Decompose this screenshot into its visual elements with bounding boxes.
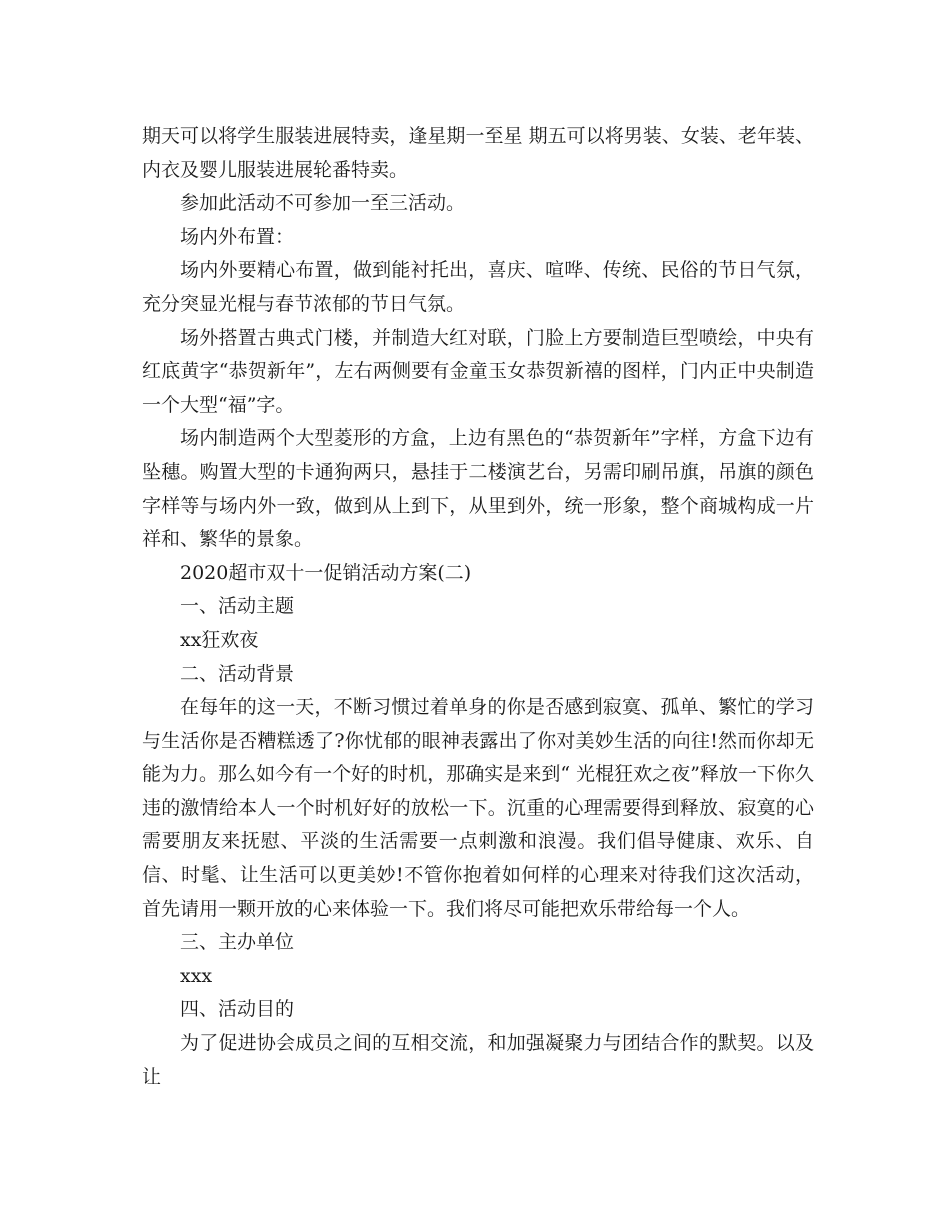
section-heading-background: 二、活动背景 <box>180 662 295 685</box>
paragraph-indoor-decoration: 场内制造两个大型菱形的方盒，上边有黑色的“恭贺新年”字样，方盒下边有坠穗。购置大型的卡通狗两只，悬挂于二楼演艺台，另需印刷吊旗，吊旗的颜色字样等与场内外一致，做到从上到下，从里到外，统一形象，整个商城构成一片祥和、繁华的景象。 <box>142 427 814 551</box>
paragraph-outdoor-gate: 场外搭置古典式门楼，并制造大红对联，门脸上方要制造巨型喷绘，中央有红底黄字“恭贺新年”，左右两侧要有金童玉女恭贺新禧的图样，门内正中央制造一个大型“福”字。 <box>142 326 814 416</box>
document-subtitle-plan-two: 2020超市双十一促销活动方案(二) <box>180 561 472 584</box>
paragraph-continuation: 期天可以将学生服装进展特卖，逢星期一至星 期五可以将男装、女装、老年装、内衣及婴儿服装进展轮番特卖。 <box>142 125 814 181</box>
section-heading-purpose: 四、活动目的 <box>180 998 295 1021</box>
paragraph-venue-decoration: 场内外要精心布置，做到能衬托出，喜庆、喧哗、传统、民俗的节日气氛，充分突显光棍与春节浓郁的节日气氛。 <box>142 259 814 315</box>
section-heading-venue-layout: 场内外布置： <box>180 225 295 248</box>
paragraph-background: 在每年的这一天，不断习惯过着单身的你是否感到寂寞、孤单、繁忙的学习与生活你是否糟糕透了?你忧郁的眼神表露出了你对美妙生活的向往!然而你却无能为力。那么如今有一个好的时机，那确实是来到“ 光棍狂欢之夜”释放一下你久违的激情给本人一个时机好好的放松一下。沉重的心理需要得到释放、寂寞的心需要朋友来抚慰、平淡的生活需要一点刺激和浪漫。我们倡导健康、欢乐、自信、时髦、让生活可以更美妙!不管你抱着如何样的心理来对待我们这次活动，首先请用一颗开放的心来体验一下。我们将尽可能把欢乐带给每一个人。 <box>142 696 814 920</box>
paragraph-organizer-value: xxx <box>180 964 213 987</box>
section-heading-organizer: 三、主办单位 <box>180 931 295 954</box>
section-heading-theme: 一、活动主题 <box>180 595 295 618</box>
paragraph-theme-value: xx狂欢夜 <box>180 628 259 651</box>
paragraph-purpose: 为了促进协会成员之间的互相交流，和加强凝聚力与团结合作的默契。以及让 <box>142 1032 814 1088</box>
document-body <box>142 120 814 1094</box>
paragraph-no-overlap-rule: 参加此活动不可参加一至三活动。 <box>180 192 466 215</box>
